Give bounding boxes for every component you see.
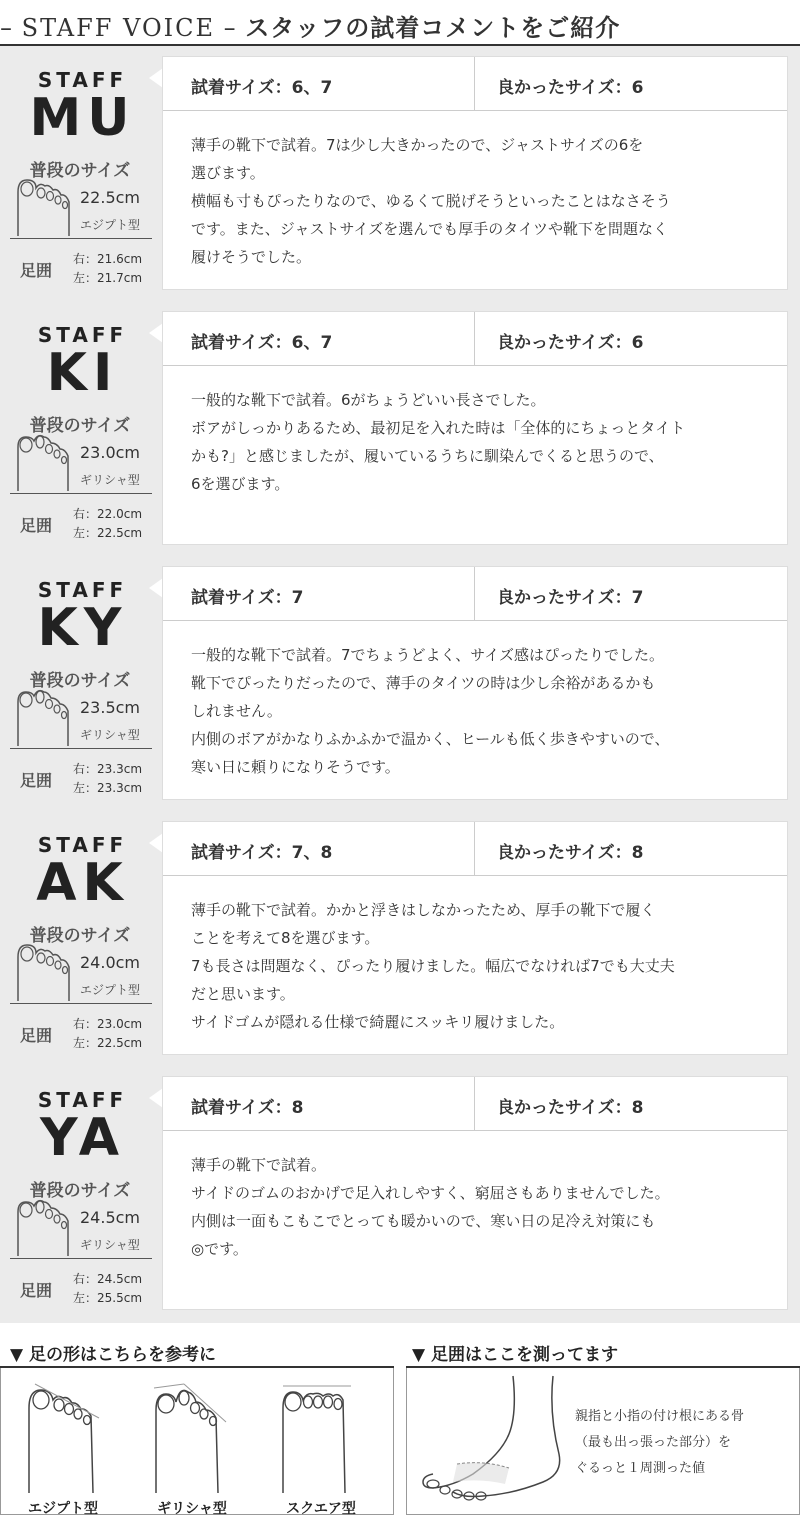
measure-description: 親指と小指の付け根にある骨 （最も出っ張った部分）を ぐるっと１周測った値 [575, 1409, 745, 1476]
tried-size: 試着サイズ：6、7 [191, 333, 333, 353]
tried-size: 試着サイズ：7、8 [191, 843, 333, 863]
usual-size-label: 普段のサイズ [29, 161, 131, 181]
best-size: 良かったサイズ：8 [497, 1098, 644, 1118]
staff-label: STAFF [37, 323, 128, 347]
profile-divider [10, 238, 152, 239]
staff-comment: 薄手の靴下で試着。かかと浮きはしなかったため、厚手の靴下で履く ことを考えて8を選びます。 7も長さは問題なく、ぴったり履けました。幅広でなければ7でも大丈夫 だと思います。 サイドゴムが隠れる仕様で綺麗にスッキリ履けました。 [191, 901, 675, 1031]
foot-shape-value: ギリシャ型 [80, 473, 140, 487]
girth-left-value: 左：22.5cm [73, 1036, 143, 1050]
foot-shape-value: ギリシャ型 [80, 728, 140, 742]
staff-label: STAFF [37, 1088, 128, 1112]
title-en: STAFF VOICE [21, 14, 215, 42]
staff-comment: 一般的な靴下で試着。7でちょうどよく、サイズ感はぴったりでした。 靴下でぴったりだったので、薄手のタイツの時は少し余裕があるかも しれません。 内側のボアがかなりふかふかで温かく、ヒールも低く歩きやすいので、 寒い日に頼りになりそうです。 [191, 646, 670, 776]
card-header [163, 1077, 787, 1131]
usual-size-value: 22.5cm [80, 188, 141, 207]
staff-profile [0, 1066, 160, 1321]
girth-label: 足囲 [20, 1281, 53, 1300]
staff-entry [0, 1066, 800, 1321]
card-header [163, 57, 787, 111]
staff-profile [0, 301, 160, 556]
girth-label: 足囲 [20, 261, 53, 280]
profile-divider [10, 1258, 152, 1259]
usual-size-label: 普段のサイズ [29, 416, 131, 436]
girth-label: 足囲 [20, 516, 53, 535]
tried-size: 試着サイズ：6、7 [191, 78, 333, 98]
staff-comment: 薄手の靴下で試着。 サイドのゴムのおかげで足入れしやすく、窮屈さもありませんでした。 内側は一面もこもこでとっても暖かいので、寒い日の足冷え対策にも ◎です。 [191, 1156, 670, 1258]
foot-shape-label: ギリシャ型 [157, 1501, 227, 1517]
egyptian-foot-icon [19, 1378, 119, 1498]
staff-list [0, 46, 800, 1323]
measure-box [406, 1368, 800, 1515]
girth-right-value: 右：21.6cm [73, 252, 143, 266]
usual-size-value: 23.0cm [80, 443, 141, 462]
girth-label: 足囲 [20, 1026, 53, 1045]
usual-size-label: 普段のサイズ [29, 671, 131, 691]
header-separator [474, 57, 475, 111]
foot-shapes-title: ▼ 足の形はこちらを参考に [10, 1345, 216, 1365]
comment-card [162, 821, 788, 1055]
greek-foot-icon [146, 1378, 246, 1498]
foot-shape-square [275, 1378, 375, 1517]
usual-size-value: 23.5cm [80, 698, 141, 717]
card-pointer [149, 1088, 163, 1108]
girth-label: 足囲 [20, 771, 53, 790]
girth-left-value: 左：22.5cm [73, 526, 143, 540]
foot-shape-greek [146, 1378, 246, 1517]
staff-comment: 一般的な靴下で試着。6がちょうどいい長さでした。 ボアがしっかりあるため、最初足を入れた時は「全体的にちょっとタイト かも?」と感じましたが、履いているうちに馴染んでくると思うので、 6を選びます。 [191, 391, 686, 493]
title-dash: – [0, 14, 22, 42]
title-dash: – [215, 14, 246, 42]
girth-left-value: 左：21.7cm [73, 271, 143, 285]
comment-card [162, 311, 788, 545]
foot-greek-icon [14, 688, 76, 746]
foot-shape-egyptian [19, 1378, 119, 1517]
foot-egyptian-icon [14, 178, 76, 236]
card-pointer [149, 323, 163, 343]
header-separator [474, 312, 475, 366]
staff-label: STAFF [37, 68, 128, 92]
card-pointer [149, 68, 163, 88]
card-header [163, 312, 787, 366]
girth-right-value: 右：22.0cm [73, 507, 143, 521]
staff-comment: 薄手の靴下で試着。7は少し大きかったので、ジャストサイズの6を 選びます。 横幅も寸もぴったりなので、ゆるくて脱げそうといったことはなさそう です。また、ジャストサイズを選んでも厚手のタイツや靴下を問題なく 履けそうでした。 [191, 136, 671, 266]
staff-profile [0, 556, 160, 811]
staff-label: STAFF [37, 578, 128, 602]
card-header [163, 567, 787, 621]
foot-shape-value: ギリシャ型 [80, 1238, 140, 1252]
foot-girth-icon [413, 1374, 573, 1506]
foot-egyptian-icon [14, 943, 76, 1001]
girth-right-value: 右：23.3cm [73, 762, 143, 776]
foot-shapes-box [0, 1368, 394, 1515]
staff-initials: MU [29, 88, 136, 148]
staff-initials: KI [46, 343, 119, 403]
staff-initials: AK [36, 853, 129, 913]
header-separator [474, 822, 475, 876]
title-jp: スタッフの試着コメントをご紹介 [245, 14, 621, 42]
staff-label: STAFF [37, 833, 128, 857]
usual-size-value: 24.5cm [80, 1208, 141, 1227]
comment-card [162, 566, 788, 800]
tried-size: 試着サイズ：7 [191, 588, 304, 608]
staff-initials: KY [37, 598, 128, 658]
staff-entry [0, 811, 800, 1066]
staff-profile [0, 811, 160, 1066]
usual-size-label: 普段のサイズ [29, 926, 131, 946]
staff-entry [0, 46, 800, 301]
profile-divider [10, 493, 152, 494]
staff-entry [0, 301, 800, 556]
staff-profile [0, 46, 160, 301]
tried-size: 試着サイズ：8 [191, 1098, 304, 1118]
girth-right-value: 右：23.0cm [73, 1017, 143, 1031]
comment-card [162, 1076, 788, 1310]
best-size: 良かったサイズ：7 [497, 588, 644, 608]
foot-greek-icon [14, 1198, 76, 1256]
foot-shape-label: エジプト型 [28, 1501, 98, 1517]
girth-left-value: 左：25.5cm [73, 1291, 143, 1305]
profile-divider [10, 1003, 152, 1004]
foot-greek-icon [14, 433, 76, 491]
staff-entry [0, 556, 800, 811]
girth-left-value: 左：23.3cm [73, 781, 143, 795]
header-separator [474, 1077, 475, 1131]
best-size: 良かったサイズ：8 [497, 843, 644, 863]
profile-divider [10, 748, 152, 749]
card-header [163, 822, 787, 876]
foot-shape-value: エジプト型 [80, 983, 141, 997]
square-foot-icon [275, 1378, 375, 1498]
comment-card [162, 56, 788, 290]
header-separator [474, 567, 475, 621]
foot-shape-value: エジプト型 [80, 218, 141, 232]
usual-size-value: 24.0cm [80, 953, 141, 972]
measure-title: ▼ 足囲はここを測ってます [412, 1345, 618, 1365]
page-title [0, 8, 620, 43]
usual-size-label: 普段のサイズ [29, 1181, 131, 1201]
card-pointer [149, 833, 163, 853]
staff-initials: YA [40, 1108, 125, 1168]
card-pointer [149, 578, 163, 598]
best-size: 良かったサイズ：6 [497, 78, 644, 98]
best-size: 良かったサイズ：6 [497, 333, 644, 353]
foot-shape-label: スクエア型 [286, 1501, 356, 1517]
page-header [0, 0, 800, 46]
girth-right-value: 右：24.5cm [73, 1272, 143, 1286]
